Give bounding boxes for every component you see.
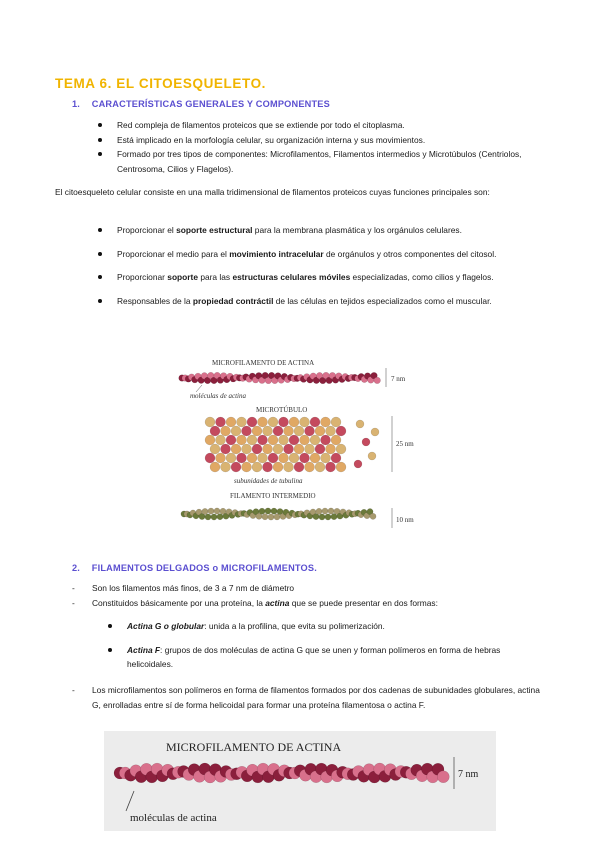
section-1-number: 1. xyxy=(72,99,81,109)
subunit-bead xyxy=(237,435,247,445)
subunit-bead xyxy=(273,444,283,454)
tubulin-label: subunidades de tubulina xyxy=(234,477,303,485)
subunit-bead xyxy=(216,417,226,427)
subunit-bead xyxy=(289,453,299,463)
subunit-bead xyxy=(210,426,220,436)
subunit-bead xyxy=(362,438,370,446)
subunit-bead xyxy=(258,417,268,427)
subunit-bead xyxy=(242,444,252,454)
list-item: Está implicado en la morfología celular, su organización interna y sus movimientos. xyxy=(95,133,565,148)
subunit-bead xyxy=(319,514,325,520)
subunit-bead xyxy=(294,426,304,436)
subunit-bead xyxy=(326,426,336,436)
subunit-bead xyxy=(221,462,231,472)
subunit-bead xyxy=(271,508,277,514)
section-2-heading xyxy=(72,563,317,573)
subunit-bead xyxy=(247,453,257,463)
subunit-bead xyxy=(300,417,310,427)
characteristics-list xyxy=(95,118,565,176)
subunit-bead xyxy=(205,514,211,520)
subunit-bead xyxy=(325,514,331,520)
figure-2-molecules-label: moléculas de actina xyxy=(130,812,217,824)
subunit-bead xyxy=(326,444,336,454)
function-item: Proporcionar soporte para las estructuras celulares móviles especializadas, como cilios y flagelos. xyxy=(95,270,555,285)
subunit-bead xyxy=(370,513,376,519)
list-item: Red compleja de filamentos proteicos que se extiende por todo el citoplasma. xyxy=(95,118,565,133)
microfilament-label: MICROFILAMENTO DE ACTINA xyxy=(212,359,315,367)
subunit-bead xyxy=(284,462,294,472)
actin-form-item: Actina F: grupos de dos moléculas de actina G que se unen y forman polímeros en forma de hebras helicoidales. xyxy=(105,643,545,672)
intro-paragraph: El citoesqueleto celular consiste en una malla tridimensional de filamentos proteicos cuyas funciones principales son: xyxy=(55,187,490,197)
subunit-bead xyxy=(205,435,215,445)
subunit-bead xyxy=(263,426,273,436)
subunit-bead xyxy=(294,462,304,472)
page-title: TEMA 6. EL CITOESQUELETO. xyxy=(55,76,267,91)
subunit-bead xyxy=(289,435,299,445)
subunit-bead xyxy=(284,444,294,454)
subunit-bead xyxy=(321,453,331,463)
subunit-bead xyxy=(305,444,315,454)
subunit-bead xyxy=(326,462,336,472)
subunit-bead xyxy=(210,462,220,472)
subunit-bead xyxy=(371,428,379,436)
list-item: - Los microfilamentos son polímeros en forma de filamentos formados por dos cadenas de subunidades globulares, actina G, enrolladas entre sí de forma helicoidal para formar una proteína filamentosa o actina F. xyxy=(72,683,542,712)
cytoskeleton-figure xyxy=(170,352,430,532)
subunit-bead xyxy=(300,435,310,445)
microfilament-structure-list xyxy=(72,683,542,712)
actin-molecules-label: moléculas de actina xyxy=(190,392,246,400)
subunit-bead xyxy=(268,417,278,427)
subunit-bead xyxy=(205,417,215,427)
subunit-bead xyxy=(374,377,381,384)
subunit-bead xyxy=(208,508,214,514)
subunit-bead xyxy=(263,444,273,454)
subunit-bead xyxy=(210,444,220,454)
subunit-bead xyxy=(262,514,268,520)
subunit-bead xyxy=(226,435,236,445)
functions-list xyxy=(95,223,555,317)
subunit-bead xyxy=(214,508,220,514)
subunit-bead xyxy=(221,426,231,436)
subunit-bead xyxy=(252,426,262,436)
section-1-heading xyxy=(72,99,330,109)
subunit-bead xyxy=(268,514,274,520)
function-item: Proporcionar el soporte estructural para la membrana plasmática y los orgánulos celulares. xyxy=(95,223,555,238)
subunit-bead xyxy=(437,771,449,783)
subunit-bead xyxy=(231,462,241,472)
subunit-bead xyxy=(202,508,208,514)
subunit-bead xyxy=(315,444,325,454)
subunit-bead xyxy=(252,444,262,454)
microfilament-size: 7 nm xyxy=(391,375,406,383)
subunit-bead xyxy=(273,462,283,472)
subunit-bead xyxy=(315,426,325,436)
subunit-bead xyxy=(237,417,247,427)
subunit-bead xyxy=(368,452,376,460)
subunit-bead xyxy=(226,453,236,463)
subunit-bead xyxy=(279,435,289,445)
subunit-bead xyxy=(331,453,341,463)
figure-2-label: MICROFILAMENTO DE ACTINA xyxy=(166,740,342,754)
subunit-bead xyxy=(263,462,273,472)
subunit-bead xyxy=(226,417,236,427)
intermediate-filament-illustration xyxy=(181,508,376,520)
subunit-bead xyxy=(216,453,226,463)
subunit-bead xyxy=(322,508,328,514)
subunit-bead xyxy=(279,417,289,427)
subunit-bead xyxy=(205,453,215,463)
subunit-bead xyxy=(242,462,252,472)
subunit-bead xyxy=(258,453,268,463)
microtubule-size: 25 nm xyxy=(396,440,414,448)
subunit-bead xyxy=(247,435,257,445)
subunit-bead xyxy=(258,435,268,445)
subunit-bead xyxy=(321,435,331,445)
subunit-bead xyxy=(331,435,341,445)
function-item: Responsables de la propiedad contráctil de las células en tejidos especializados como el muscular. xyxy=(95,294,555,309)
subunit-bead xyxy=(336,426,346,436)
subunit-bead xyxy=(305,462,315,472)
microfilament-facts-list xyxy=(72,581,552,610)
subunit-bead xyxy=(237,453,247,463)
subunit-bead xyxy=(321,417,331,427)
microtubule-label: MICROTÚBULO xyxy=(256,406,308,414)
list-item: Formado por tres tipos de componentes: Microfilamentos, Filamentos intermedios y Microtúbulos (Centriolos, Centrosoma, Cilios y Flagelos). xyxy=(95,147,565,176)
subunit-bead xyxy=(294,444,304,454)
subunit-bead xyxy=(279,453,289,463)
actin-form-item: Actina G o globular: unida a la profilina, que evita su polimerización. xyxy=(105,619,545,634)
subunit-bead xyxy=(315,462,325,472)
subunit-bead xyxy=(331,417,341,427)
subunit-bead xyxy=(310,453,320,463)
function-item: Proporcionar el medio para el movimiento intracelular de orgánulos y otros componentes del citosol. xyxy=(95,247,555,262)
subunit-bead xyxy=(259,508,265,514)
subunit-bead xyxy=(265,508,271,514)
figure-2-size: 7 nm xyxy=(458,769,479,780)
subunit-bead xyxy=(354,460,362,468)
subunit-bead xyxy=(284,426,294,436)
list-item: - Son los filamentos más finos, de 3 a 7 nm de diámetro xyxy=(72,581,552,596)
subunit-bead xyxy=(356,420,364,428)
subunit-bead xyxy=(328,508,334,514)
subunit-bead xyxy=(273,426,283,436)
section-1-title: CARACTERÍSTICAS GENERALES Y COMPONENTES xyxy=(91,99,330,109)
subunit-bead xyxy=(336,444,346,454)
subunit-bead xyxy=(316,508,322,514)
subunit-bead xyxy=(231,426,241,436)
subunit-bead xyxy=(252,462,262,472)
microtubule-illustration xyxy=(205,417,379,472)
list-item: - Constituidos básicamente por una proteína, la actina que se puede presentar en dos formas: xyxy=(72,596,552,611)
subunit-bead xyxy=(268,435,278,445)
subunit-bead xyxy=(211,514,217,520)
subunit-bead xyxy=(231,444,241,454)
subunit-bead xyxy=(268,453,278,463)
subunit-bead xyxy=(310,435,320,445)
subunit-bead xyxy=(242,426,252,436)
subunit-bead xyxy=(305,426,315,436)
subunit-bead xyxy=(300,453,310,463)
subunit-bead xyxy=(221,444,231,454)
section-2-title: FILAMENTOS DELGADOS o MICROFILAMENTOS. xyxy=(91,563,317,573)
section-2-number: 2. xyxy=(72,563,81,573)
subunit-bead xyxy=(289,417,299,427)
intermediate-filament-size: 10 nm xyxy=(396,516,414,524)
microfilament-illustration xyxy=(179,372,381,384)
subunit-bead xyxy=(216,435,226,445)
subunit-bead xyxy=(217,514,223,520)
actin-forms-list xyxy=(105,619,545,681)
subunit-bead xyxy=(247,417,257,427)
actin-microfilament-figure xyxy=(104,731,496,831)
subunit-bead xyxy=(336,462,346,472)
intermediate-filament-label: FILAMENTO INTERMEDIO xyxy=(230,492,316,500)
subunit-bead xyxy=(310,417,320,427)
